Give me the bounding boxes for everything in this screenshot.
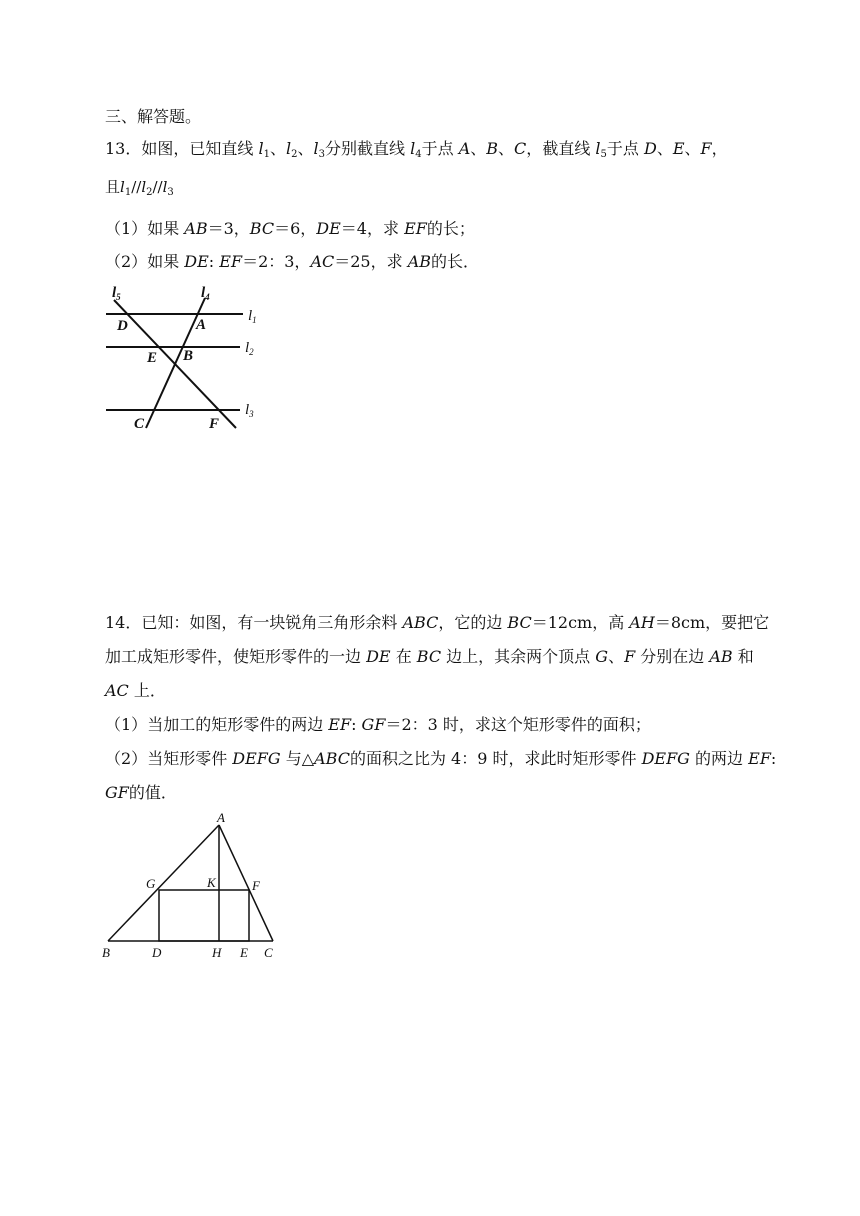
q14-figure bbox=[0, 800, 860, 970]
q13-part1: （1）如果 AB＝3，BC＝6，DE＝4，求 EF的长； bbox=[105, 219, 475, 238]
label-l1: $l_1$ bbox=[248, 308, 257, 325]
q14-part1: （1）当加工的矩形零件的两边 EF: GF＝2：3 时，求这个矩形零件的面积； bbox=[105, 715, 651, 734]
q14-part2: （2）当矩形零件 DEFG 与△ABC的面积之比为 4：9 时，求此时矩形零件 DEFG 的两边 EF: bbox=[105, 749, 777, 768]
label-E: E bbox=[240, 945, 248, 960]
section-heading: 三、解答题。 bbox=[105, 107, 202, 126]
q13-line2: 且$l_1//l_2//l_3$ bbox=[105, 178, 174, 198]
label-l4: $l_4$ bbox=[201, 285, 210, 302]
label-A: A bbox=[196, 317, 207, 333]
label-H: H bbox=[212, 945, 222, 960]
label-E: E bbox=[147, 350, 158, 366]
rectangle-DEFG bbox=[159, 890, 249, 941]
q14-line3: AC 上． bbox=[105, 681, 166, 700]
q13-line1: 13．如图，已知直线 $l_1$、$l_2$、$l_3$分别截直线 $l_4$于点 A、B、C，截直线 $l_5$于点 D、E、F， bbox=[105, 139, 728, 160]
label-D: D bbox=[117, 318, 128, 334]
label-B: B bbox=[102, 945, 110, 960]
q14-part2-cont: GF的值． bbox=[105, 783, 177, 802]
label-l2: $l_2$ bbox=[245, 340, 254, 357]
label-D: D bbox=[152, 945, 162, 960]
side-AB bbox=[108, 825, 219, 941]
label-B: B bbox=[183, 348, 194, 364]
q13-figure bbox=[0, 0, 860, 440]
q14-line2: 加工成矩形零件，使矩形零件的一边 DE 在 BC 边上，其余两个顶点 G、F 分别在边 AB 和 bbox=[105, 647, 754, 666]
label-F: F bbox=[252, 878, 260, 893]
label-C: C bbox=[264, 945, 273, 960]
q13-part2: （2）如果 DE: EF＝2：3，AC＝25，求 AB的长． bbox=[105, 252, 480, 271]
label-l5: $l_5$ bbox=[112, 285, 121, 302]
q14-line1: 14．已知：如图，有一块锐角三角形余料 ABC，它的边 BC＝12cm，高 AH＝8cm，要把它 bbox=[105, 613, 770, 632]
label-l3: $l_3$ bbox=[245, 402, 254, 419]
side-AC bbox=[219, 825, 273, 941]
label-K: K bbox=[207, 875, 216, 890]
label-F: F bbox=[209, 416, 220, 432]
label-C: C bbox=[134, 416, 145, 432]
label-A: A bbox=[217, 810, 225, 825]
label-G: G bbox=[146, 876, 156, 891]
